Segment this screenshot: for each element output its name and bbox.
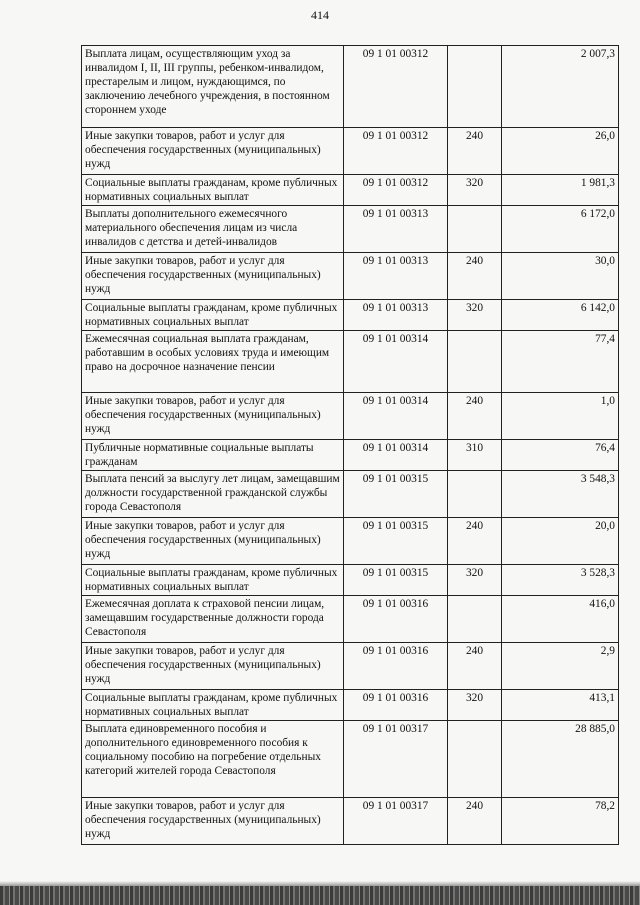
- budget-table: [81, 45, 619, 845]
- row-name: Выплата пенсий за выслугу лет лицам, замещавшим должности государственной гражданской службы города Севастополя: [82, 471, 344, 518]
- row-sum: 2,9: [502, 643, 619, 690]
- row-name: Социальные выплаты гражданам, кроме публичных нормативных социальных выплат: [82, 690, 344, 721]
- row-type: 320: [448, 300, 502, 331]
- row-type: [448, 206, 502, 253]
- scan-edge-noise: [0, 886, 640, 905]
- row-name: Иные закупки товаров, работ и услуг для обеспечения государственных (муниципальных) нужд: [82, 518, 344, 565]
- row-sum: 3 528,3: [502, 565, 619, 596]
- row-code: 09 1 01 00316: [344, 690, 448, 721]
- row-type: 240: [448, 518, 502, 565]
- row-name: Социальные выплаты гражданам, кроме публичных нормативных социальных выплат: [82, 175, 344, 206]
- row-sum: 1,0: [502, 393, 619, 440]
- table-row: [82, 721, 619, 798]
- row-code: 09 1 01 00312: [344, 46, 448, 128]
- row-sum: 76,4: [502, 440, 619, 471]
- row-name: Выплата единовременного пособия и дополнительного единовременного пособия к социальному пособию на погребение отдельных категорий жителей города Севастополя: [82, 721, 344, 798]
- table-row: [82, 128, 619, 175]
- row-name: Ежемесячная доплата к страховой пенсии лицам, замещавшим государственные должности города Севастополя: [82, 596, 344, 643]
- table-row: [82, 331, 619, 393]
- row-sum: 413,1: [502, 690, 619, 721]
- row-code: 09 1 01 00314: [344, 440, 448, 471]
- row-name: Иные закупки товаров, работ и услуг для обеспечения государственных (муниципальных) нужд: [82, 253, 344, 300]
- table-row: [82, 175, 619, 206]
- row-code: 09 1 01 00313: [344, 253, 448, 300]
- row-code: 09 1 01 00317: [344, 798, 448, 845]
- row-type: 320: [448, 175, 502, 206]
- row-type: 240: [448, 128, 502, 175]
- row-type: 240: [448, 253, 502, 300]
- table-row: [82, 440, 619, 471]
- row-type: 310: [448, 440, 502, 471]
- row-sum: 6 142,0: [502, 300, 619, 331]
- table-row: [82, 206, 619, 253]
- row-code: 09 1 01 00315: [344, 565, 448, 596]
- row-type: 320: [448, 690, 502, 721]
- row-code: 09 1 01 00315: [344, 471, 448, 518]
- row-name: Иные закупки товаров, работ и услуг для обеспечения государственных (муниципальных) нужд: [82, 798, 344, 845]
- row-sum: 6 172,0: [502, 206, 619, 253]
- row-type: 240: [448, 393, 502, 440]
- row-name: Иные закупки товаров, работ и услуг для обеспечения государственных (муниципальных) нужд: [82, 128, 344, 175]
- row-code: 09 1 01 00315: [344, 518, 448, 565]
- row-code: 09 1 01 00317: [344, 721, 448, 798]
- row-sum: 78,2: [502, 798, 619, 845]
- row-name: Социальные выплаты гражданам, кроме публичных нормативных социальных выплат: [82, 565, 344, 596]
- table-row: [82, 518, 619, 565]
- row-sum: 26,0: [502, 128, 619, 175]
- row-type: [448, 46, 502, 128]
- page-number: 414: [311, 8, 329, 22]
- row-sum: 77,4: [502, 331, 619, 393]
- row-type: [448, 721, 502, 798]
- row-code: 09 1 01 00312: [344, 175, 448, 206]
- row-code: 09 1 01 00313: [344, 300, 448, 331]
- row-type: [448, 471, 502, 518]
- table-row: [82, 798, 619, 845]
- table-row: [82, 596, 619, 643]
- table-row: [82, 471, 619, 518]
- row-name: Ежемесячная социальная выплата гражданам, работавшим в особых условиях труда и имеющим право на досрочное назначение пенсии: [82, 331, 344, 393]
- row-sum: 30,0: [502, 253, 619, 300]
- row-name: Иные закупки товаров, работ и услуг для обеспечения государственных (муниципальных) нужд: [82, 393, 344, 440]
- row-type: [448, 331, 502, 393]
- row-sum: 20,0: [502, 518, 619, 565]
- table-row: [82, 565, 619, 596]
- row-sum: 2 007,3: [502, 46, 619, 128]
- row-name: Выплата лицам, осуществляющим уход за инвалидом I, II, III группы, ребенком-инвалидом, престарелым и лицом, нуждающимся, по заключению лечебного учреждения, в постоянном стороннем уходе: [82, 46, 344, 128]
- row-code: 09 1 01 00316: [344, 643, 448, 690]
- row-sum: 28 885,0: [502, 721, 619, 798]
- row-code: 09 1 01 00312: [344, 128, 448, 175]
- table-row: [82, 393, 619, 440]
- row-type: 320: [448, 565, 502, 596]
- row-sum: 3 548,3: [502, 471, 619, 518]
- row-name: Иные закупки товаров, работ и услуг для обеспечения государственных (муниципальных) нужд: [82, 643, 344, 690]
- table-row: [82, 690, 619, 721]
- row-code: 09 1 01 00314: [344, 393, 448, 440]
- row-sum: 1 981,3: [502, 175, 619, 206]
- row-name: Выплаты дополнительного ежемесячного материального обеспечения лицам из числа инвалидов с детства и детей-инвалидов: [82, 206, 344, 253]
- row-code: 09 1 01 00313: [344, 206, 448, 253]
- table-row: [82, 643, 619, 690]
- row-code: 09 1 01 00314: [344, 331, 448, 393]
- row-name: Социальные выплаты гражданам, кроме публичных нормативных социальных выплат: [82, 300, 344, 331]
- table-row: [82, 46, 619, 128]
- row-type: [448, 596, 502, 643]
- row-type: 240: [448, 798, 502, 845]
- row-sum: 416,0: [502, 596, 619, 643]
- row-code: 09 1 01 00316: [344, 596, 448, 643]
- table-row: [82, 300, 619, 331]
- table-row: [82, 253, 619, 300]
- row-type: 240: [448, 643, 502, 690]
- row-name: Публичные нормативные социальные выплаты гражданам: [82, 440, 344, 471]
